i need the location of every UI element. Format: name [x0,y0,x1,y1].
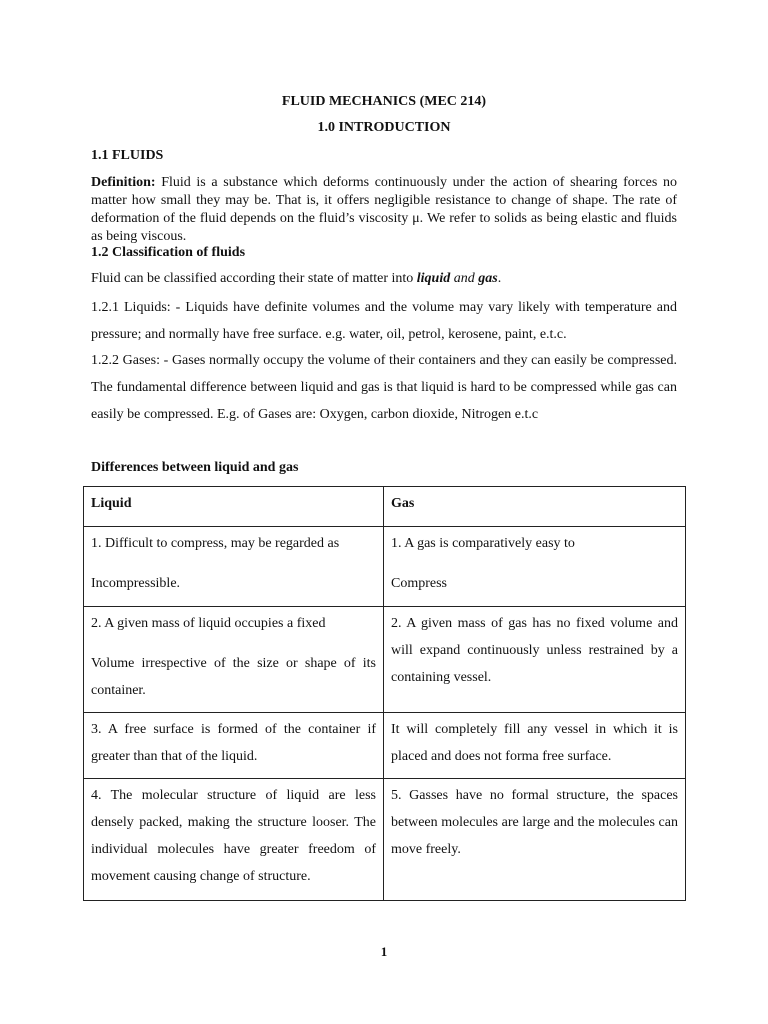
cell-line: 3. A free surface is formed of the container if greater than that of the liquid. [91,722,376,764]
cell-line: It will completely fill any vessel in which it is placed and does not forma free surface. [391,722,678,764]
table-row [84,527,686,607]
cell-line: 4. The molecular structure of liquid are less densely packed, making the structure looser. The individual molecules have greater freedom of movement causing change of structure. [91,788,376,884]
document-subtitle: 1.0 INTRODUCTION [317,120,451,135]
document-title: FLUID MECHANICS (MEC 214) [281,94,487,109]
table-header-row [84,487,686,527]
cell-line: 2. A given mass of liquid occupies a fixed [91,616,326,631]
cell-line: 5. Gasses have no formal structure, the spaces between molecules are large and the molecules can move freely. [391,788,678,857]
liquid-word: liquid [416,271,451,286]
gas-word: gas [478,271,498,286]
liquid-cell [84,527,384,607]
table-row [84,713,686,779]
cell-line: 1. Difficult to compress, may be regarded as [91,536,340,551]
liquids-paragraph: 1.2.1 Liquids: - Liquids have definite volumes and the volume may vary likely with temperature and pressure; and normally have free surface. e.g. water, oil, petrol, kerosene, paint, e.t.c. [91,300,677,342]
cell-line: Incompressible. [91,576,181,591]
and-word: and [450,271,479,286]
liquid-cell [84,607,384,713]
liquid-cell [84,713,384,779]
definition-text: Fluid is a substance which deforms continuously under the action of shearing forces no matter how small they may be. That is, it offers negligible resistance to change of shape. The rate of deformation of the fluid depends on the fluid’s viscosity μ. We refer to solids as being elastic and fluids as being viscous. [91,175,677,244]
gases-paragraph: 1.2.2 Gases: - Gases normally occupy the volume of their containers and they can easily be compressed. The fundamental difference between liquid and gas is that liquid is hard to be compressed while gas can easily be compressed. E.g. of Gases are: Oxygen, carbon dioxide, Nitrogen e.t.c [91,353,677,422]
table-header-gas: Gas [384,487,686,527]
classification-intro-text: Fluid can be classified according their state of matter into [91,271,417,286]
gas-cell [384,607,686,713]
cell-line: Volume irrespective of the size or shape of its container. [91,656,376,698]
liquid-cell [84,779,384,901]
differences-table [83,486,686,901]
definition-label: Definition: [91,175,156,190]
differences-heading: Differences between liquid and gas [91,460,299,475]
table-header-liquid: Liquid [84,487,384,527]
section-heading-classification: 1.2 Classification of fluids [91,245,246,260]
gas-cell [384,779,686,901]
cell-line: 2. A given mass of gas has no fixed volume and will expand continuously unless restrained by a containing vessel. [391,616,678,685]
table-row [84,779,686,901]
gas-cell [384,713,686,779]
cell-line: 1. A gas is comparatively easy to [391,536,575,551]
page-number: 1 [380,944,388,959]
gas-cell [384,527,686,607]
period: . [497,271,502,286]
classification-intro [91,271,677,287]
cell-line: Compress [391,576,447,591]
definition-paragraph [91,174,677,246]
section-heading-fluids: 1.1 FLUIDS [91,148,164,163]
table-row [84,607,686,713]
